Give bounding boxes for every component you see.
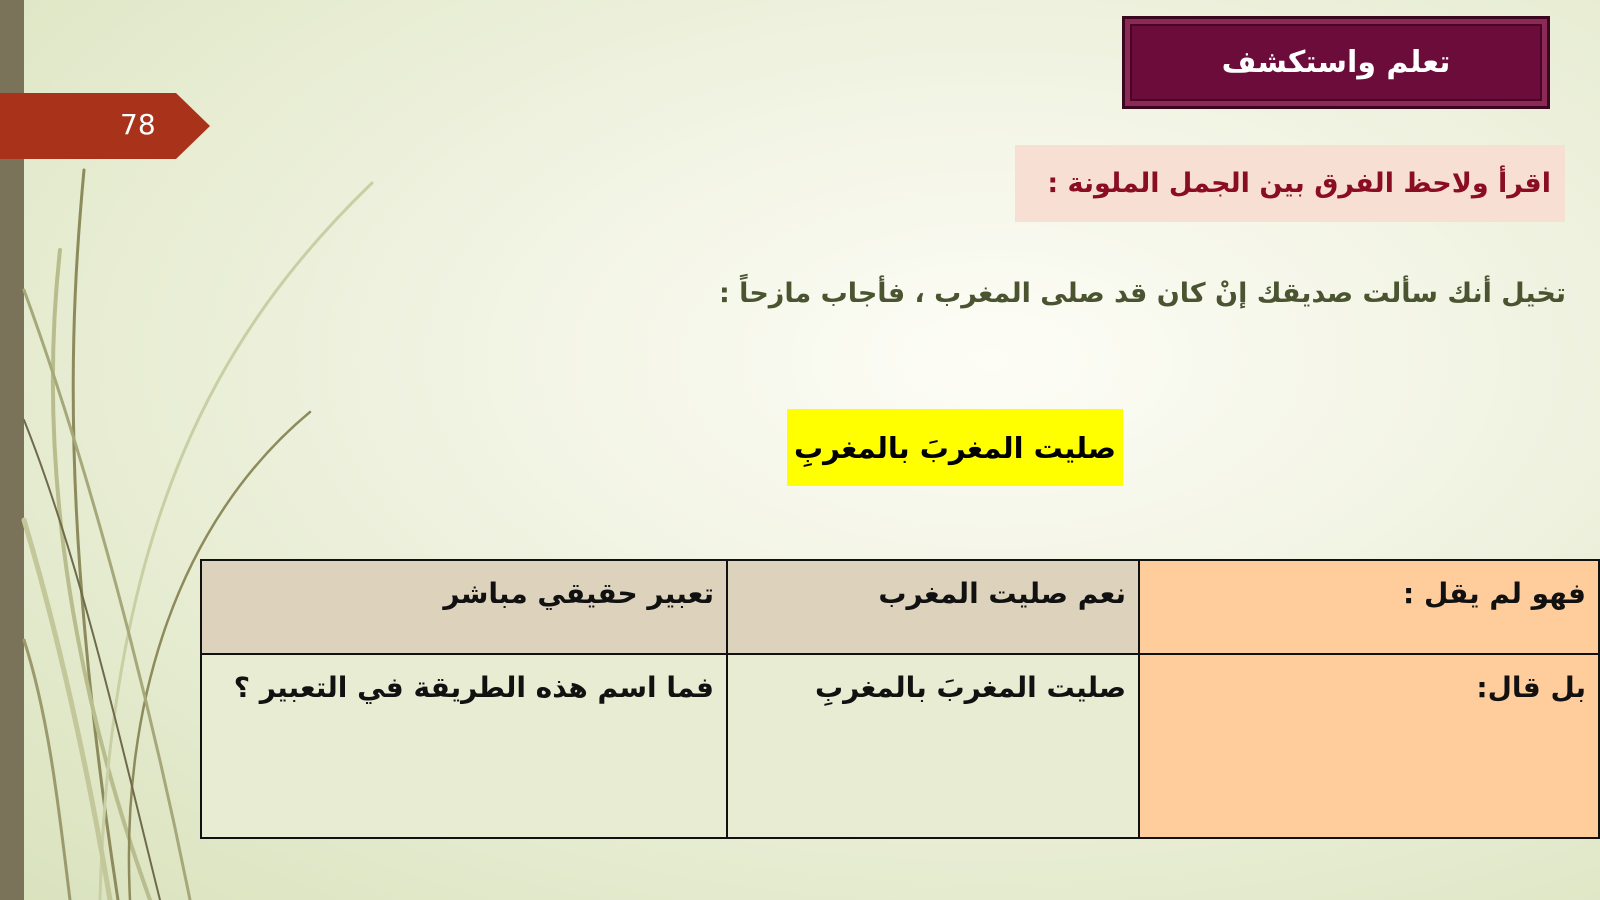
slide-title: تعلم واستكشف <box>1221 45 1451 80</box>
comparison-table <box>200 559 1600 839</box>
table-cell: نعم صليت المغرب <box>727 560 1139 654</box>
table-cell-label: بل قال: <box>1139 654 1599 838</box>
slide-title-box <box>1122 16 1550 109</box>
table-cell: فما اسم هذه الطريقة في التعبير ؟ <box>201 654 727 838</box>
page-number-tag <box>0 93 210 159</box>
highlighted-sentence-box <box>787 409 1123 486</box>
instruction-text: اقرأ ولاحظ الفرق بين الجمل الملونة : <box>1047 168 1551 199</box>
page-number: 78 <box>120 108 156 141</box>
table-cell: صليت المغربَ بالمغربِ <box>727 654 1139 838</box>
table-cell-label: فهو لم يقل : <box>1139 560 1599 654</box>
table-row <box>201 654 1599 838</box>
scenario-text: تخيل أنك سألت صديقك إنْ كان قد صلى المغرب ، فأجاب مازحاً : <box>718 278 1566 309</box>
highlighted-sentence: صليت المغربَ بالمغربِ <box>793 430 1117 465</box>
table-row <box>201 560 1599 654</box>
instruction-box <box>1015 145 1565 222</box>
table-cell: تعبير حقيقي مباشر <box>201 560 727 654</box>
